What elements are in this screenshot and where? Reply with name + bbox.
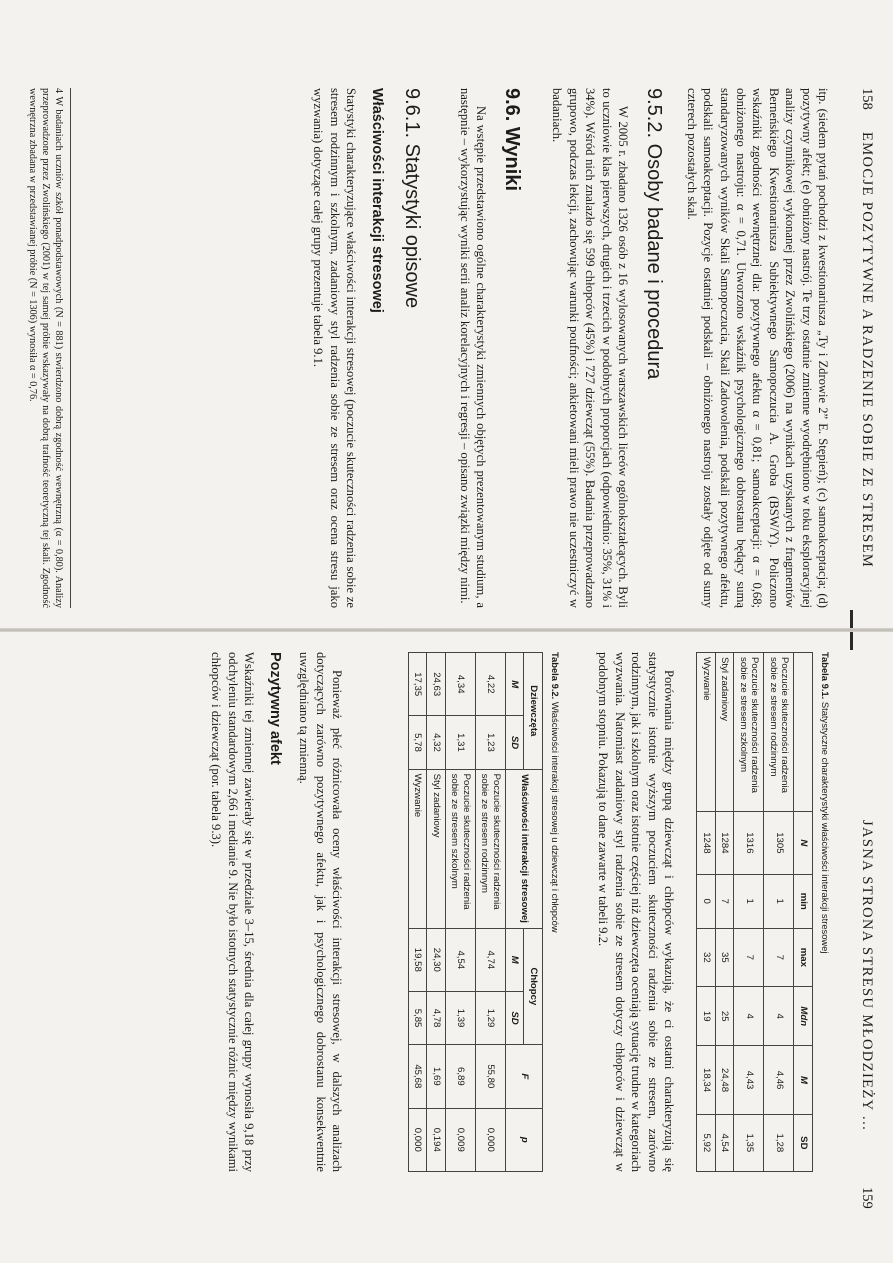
section-96-text: Na wstępie przedstawiono ogólne charakterystyki zmiennych objętych prezentowanym studium, a następnie – wykorzystując wyniki serii analiz korelacyjnych i regresji – opisano związki między nimi.: [457, 88, 488, 608]
table-2-caption-label: Tabela 9.2.: [550, 652, 561, 700]
table-cell: 0,000: [476, 1108, 506, 1171]
table-cell: Poczucie skuteczności radzenia sobie ze stresem szkolnym: [446, 769, 476, 928]
table-row: [409, 653, 428, 1172]
right-page: [0, 632, 893, 1263]
comparison-paragraph: [595, 652, 677, 1172]
table-2-header: M: [506, 928, 525, 991]
table-2-caption-text: Właściwości interakcji stresowej u dziewcząt i chłopców: [550, 701, 561, 933]
sex-text: Ponieważ płeć różnicowała oceny właściwości interakcji stresowej, w dalszych analizach dotyczących zarówno pozytywnego afektu, jak i psychologicznego dobrostanu konsekwentnie uwzględniano tą zmienną.: [297, 652, 344, 1172]
table-cell: 1: [764, 874, 794, 928]
table-1-header: [794, 653, 813, 812]
table-row: [764, 653, 794, 1172]
table-cell: 17,35: [409, 653, 428, 716]
table-row: [734, 653, 764, 1172]
comparison-text: Porównania między grupą dziewcząt i chłopców wykazują, że ci ostatni charakteryzują się statystycznie istotnie wyższym poczuciem skuteczności radzenia sobie ze stresem, zarówno rodzinnym, jak i szkolnym oraz istotnie częściej niż dziewczęta oceniają sytuację trudne w kategoriach wyzwania. Natomiast zadaniowy styl radzenia sobie ze stresem dotyczy chłopców i dziewcząt w podobnym stopniu. Pokazują to dane zawarte w tabeli 9.2.: [596, 652, 676, 1172]
affect-text: Wskaźniki tej zmiennej zawierały się w przedziale 3–15, średnia dla całej grupy wynosiła 9,18 przy odchyleniu standardowym 2,66 i medianie 9. Nie było istotnych statystycznie różnic między wynikami chłopców i dziewcząt (por. tabela 9.3).: [209, 652, 256, 1172]
table-cell: 4,74: [476, 928, 506, 991]
table-cell: 6,89: [446, 1045, 476, 1108]
sex-paragraph: [296, 652, 345, 1172]
running-head: JASNA STRONA STRESU MŁODZIEŻY ...: [859, 820, 875, 1132]
table-cell: 4: [764, 987, 794, 1046]
section-96-body: [456, 88, 489, 608]
table-cell: Wyzwanie: [697, 653, 716, 812]
section-heading-961: 9.6.1. Statystyki opisowe: [401, 88, 423, 309]
table-cell: 1,39: [446, 991, 476, 1044]
table-cell: 5,78: [409, 716, 428, 769]
table-cell: 24,30: [427, 928, 446, 991]
table-cell: Styl zadaniowy: [716, 653, 735, 812]
page-number: 158: [859, 88, 875, 110]
left-page: [0, 0, 893, 628]
table-cell: 45,68: [409, 1045, 428, 1108]
table-1-caption-text: Statystyczne charakterystyki właściwości interakcji stresowej: [820, 701, 831, 954]
table-1-header: max: [794, 928, 813, 986]
table-cell: 1,23: [476, 716, 506, 769]
table-cell: 1,35: [734, 1114, 764, 1171]
table-1-header: min: [794, 874, 813, 928]
affect-paragraph: [208, 652, 257, 1172]
table-cell: 0,009: [446, 1108, 476, 1171]
table-cell: 1316: [734, 812, 764, 875]
table-2: [408, 652, 543, 1172]
section-heading-affect: Pozytywny afekt: [267, 652, 283, 765]
table-cell: 24,48: [716, 1046, 735, 1114]
table-cell: 4,46: [764, 1046, 794, 1114]
table-cell: 24,63: [427, 653, 446, 716]
table-2-middle-header: Właściwości interakcji stresowej: [506, 769, 543, 928]
table-cell: 7: [716, 874, 735, 928]
table-cell: 1,31: [446, 716, 476, 769]
table-1-caption: [820, 652, 831, 954]
table-cell: 25: [716, 987, 735, 1046]
table-cell: 7: [734, 928, 764, 986]
footnote-rule: [70, 88, 71, 608]
section-952-text: W 2005 r. zbadano 1326 osób z 16 wylosowanych warszawskich liceów ogólnokształcących. Byli to uczniowie klas pierwszych, drugich i trzecich w podobnych proporcjach (odpowiednio: 35%, 31% i 34%). Wśród nich znalazło się 599 chłopców (45%) i 727 dziewcząt (55%). Badania przeprowadzano grupowo, podczas lekcji, zachowując warunki poufności; ankietowani mieli prawo nie uczestniczyć w badaniach.: [550, 88, 630, 608]
table-cell: Wyzwanie: [409, 769, 428, 928]
subsection-heading: Właściwości interakcji stresowej: [369, 88, 385, 313]
table-cell: 55,80: [476, 1045, 506, 1108]
table-cell: 5,92: [697, 1114, 716, 1171]
running-head: EMOCJE POZYTYWNE A RADZENIE SOBIE ZE STRESEM: [859, 132, 875, 569]
table-1-caption-label: Tabela 9.1.: [820, 652, 831, 700]
intro-paragraph: [683, 88, 831, 608]
table-row: [697, 653, 716, 1172]
intro-text: itp. (siedem pytań pochodzi z kwestionariusza „Ty i Zdrowie 2” E. Stępień); (c) samoakceptacja; (d) pozytywny afekt; (e) obniżony nastrój. Te trzy ostatnie zmienne wyodrębniono w toku eksploracyjnej analizy czynnikowej wykonanej przez Zwolińskiego (2006) na wynikach uzyskanych z fragmentów Berneńskiego Kwestionariusza Subiektywnego Samopoczucia A. Groba (BSW/Y). Policzono wskaźniki zgodności wewnętrznej dla: pozytywnego afektu α = 0,81; samoakceptacji: α = 0,68; obniżonego nastroju: α = 0,71. Utworzono wskaźnik psychologicznego dobrostanu będący sumą standaryzowanych wyników Skali Samopoczucia, Skali Zadowolenia, podskali pozytywnego afektu, podskali samoakceptacji. Pozycje ostatniej podskali – obniżonego nastroju zostały odjęte od sumy czterech pozostałych skal.: [684, 88, 830, 608]
table-cell: 4,54: [716, 1114, 735, 1171]
table-cell: 4,32: [427, 716, 446, 769]
subsection-text: Statystyki charakteryzujące właściwości interakcji stresowej (poczucie skuteczności radzenia sobie ze stresem rodzinnym i szkolnym, zadaniowy styl radzenia sobie ze stresem oraz ocena stresu jako wyzwania) dotyczące całej grupy prezentuje tabela 9.1.: [311, 88, 358, 608]
table-cell: 32: [697, 928, 716, 986]
table-2-header: SD: [506, 716, 525, 769]
table-cell: 0,000: [409, 1108, 428, 1171]
table-1-header: Mdn: [794, 987, 813, 1046]
table-row: [427, 653, 446, 1172]
table-cell: 1284: [716, 812, 735, 875]
table-row: [446, 653, 476, 1172]
table-cell: 19,58: [409, 928, 428, 991]
table-1-header: N: [794, 812, 813, 875]
subsection-body: [310, 88, 359, 608]
table-cell: 19: [697, 987, 716, 1046]
table-1-header: M: [794, 1046, 813, 1114]
table-1-header-row: [794, 653, 813, 1172]
table-cell: Poczucie skuteczności radzenia sobie ze stresem rodzinnym: [764, 653, 794, 812]
table-cell: 4,78: [427, 991, 446, 1044]
table-2-header: M: [506, 653, 525, 716]
table-cell: 0,194: [427, 1108, 446, 1171]
table-cell: 5,85: [409, 991, 428, 1044]
table-cell: 7: [764, 928, 794, 986]
table-2-group-boys: Chłopcy: [524, 928, 543, 1045]
table-cell: 1: [734, 874, 764, 928]
table-cell: 1305: [764, 812, 794, 875]
section-952-body: [549, 88, 631, 608]
table-row: [476, 653, 506, 1172]
table-cell: 4,22: [476, 653, 506, 716]
table-cell: Styl zadaniowy: [427, 769, 446, 928]
table-cell: 1,69: [427, 1045, 446, 1108]
table-2-caption: [550, 652, 561, 933]
table-cell: 1,28: [764, 1114, 794, 1171]
section-heading-952: 9.5.2. Osoby badane i procedura: [643, 88, 665, 380]
table-2-header: F: [506, 1045, 543, 1108]
table-2-header: SD: [506, 991, 525, 1044]
table-cell: 1,29: [476, 991, 506, 1044]
table-cell: Poczucie skuteczności radzenia sobie ze stresem rodzinnym: [476, 769, 506, 928]
table-cell: 18,34: [697, 1046, 716, 1114]
table-cell: 35: [716, 928, 735, 986]
table-cell: 0: [697, 874, 716, 928]
table-2-group-girls: Dziewczęta: [524, 653, 543, 770]
table-cell: 4,43: [734, 1046, 764, 1114]
table-cell: 1248: [697, 812, 716, 875]
table-cell: Poczucie skuteczności radzenia sobie ze stresem szkolnym: [734, 653, 764, 812]
table-1-header: SD: [794, 1114, 813, 1171]
table-2-header: p: [506, 1108, 543, 1171]
table-cell: 4: [734, 987, 764, 1046]
table-2-group-row: [524, 653, 543, 1172]
table-cell: 4,34: [446, 653, 476, 716]
table-row: [716, 653, 735, 1172]
table-cell: 4,54: [446, 928, 476, 991]
page-number: 159: [859, 1187, 875, 1209]
table-1: [697, 652, 814, 1172]
footnote: 4 W badaniach uczniów szkół ponadpodstawowych (N = 881) stwierdzono dobrą zgodność wewnętrzną (α = 0,80). Analizy przeprowadzone przez Zwolińskiego (2001) w tej samej próbie wskazywały na dobrą trafność teoretyczną tej skali. Zgodność wewnętrzna zbadana w przedstawianej próbie (N = 1306) wynosiła α = 0,76.: [27, 88, 64, 608]
section-heading-96: 9.6. Wyniki: [501, 88, 523, 192]
